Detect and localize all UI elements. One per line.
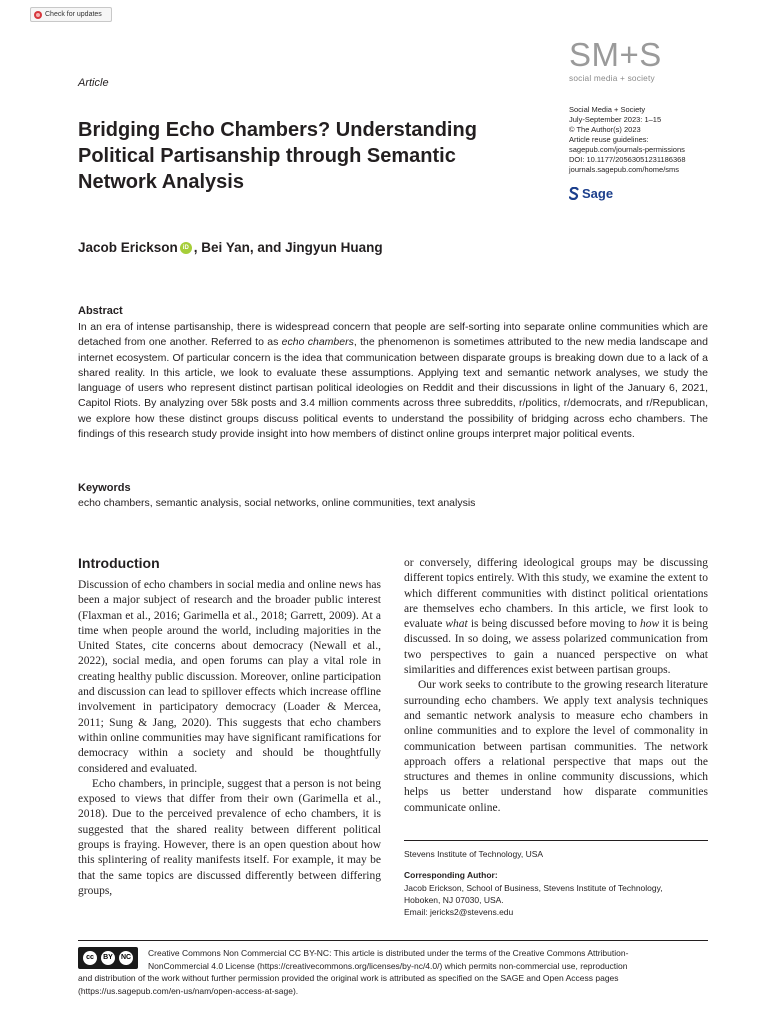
author-first: Jacob Erickson xyxy=(78,240,178,255)
license-line-4[interactable]: (https://us.sagepub.com/en-us/nam/open-access-at-sage). xyxy=(78,985,299,996)
body-column-right xyxy=(404,556,708,816)
corresponding-author-line: Jacob Erickson, School of Business, Stevens Institute of Technology, xyxy=(404,883,663,893)
abstract-heading: Abstract xyxy=(78,305,123,317)
affiliation-divider xyxy=(404,840,708,841)
abstract-text-1: In an era of intense partisanship, there is widespread concern that people are self-sorting into separate online communities which are detached from one another. Referred to as xyxy=(78,321,708,349)
meta-copyright: © The Author(s) 2023 xyxy=(569,125,641,134)
body-column-left xyxy=(78,578,381,899)
intro-p3-part-c: it is being discussed. In so doing, we assess polarized communication from two perspectives to gain a nuanced perspective on what similarities and differences exist between partisan groups. xyxy=(404,618,708,677)
license-statement xyxy=(78,947,708,997)
author-rest: , Bei Yan, and Jingyun Huang xyxy=(193,240,383,255)
license-line-2[interactable]: NonCommercial 4.0 License (https://creativecommons.org/licenses/by-nc/4.0/) which permits non-commercial use, reproduction xyxy=(148,960,628,971)
check-for-updates-button[interactable] xyxy=(30,7,112,22)
publisher-logo xyxy=(569,186,613,201)
check-for-updates-label: Check for updates xyxy=(45,11,102,18)
sage-s-icon xyxy=(569,187,579,200)
journal-logo-text: SM+S xyxy=(569,36,662,73)
intro-paragraph-3 xyxy=(404,556,708,678)
abstract-body xyxy=(78,320,708,442)
intro-p3-italic-what: what xyxy=(445,618,468,631)
publication-meta xyxy=(569,105,739,175)
intro-paragraph-1: Discussion of echo chambers in social media and online news has been a major subject of research and the broader public interest (Flaxman et al., 2016; Garimella et al., 2018; Garrett, 2009). At a time when people around the world, including majorities in the United States, cite concerns about democracy (Newall et al., 2022), social media, and open forums can play a vital role in creating healthy public discussion. Moreover, online participation and discussion can lead to spillover effects which increase offline involvement in participatory democracy (Loader & Mercea, 2011; Sung & Jang, 2020). This suggests that echo chambers within online communities may have significant ramifications for democracy within a society and should be thoughtfully considered and evaluated. xyxy=(78,579,381,775)
abstract-italic-term: echo chambers xyxy=(281,336,354,349)
corresponding-author-details xyxy=(404,882,663,918)
publisher-name: Sage xyxy=(582,186,614,201)
cc-icon: cc xyxy=(83,951,97,965)
corresponding-author-heading: Corresponding Author: xyxy=(404,870,498,880)
article-title: Bridging Echo Chambers? Understanding Political Partisanship through Semantic Network Analysis xyxy=(78,119,477,193)
meta-reuse-label: Article reuse guidelines: xyxy=(569,135,649,144)
meta-journal-link[interactable]: journals.sagepub.com/home/sms xyxy=(569,165,680,174)
meta-permissions-link[interactable]: sagepub.com/journals-permissions xyxy=(569,145,685,154)
nc-icon: NC xyxy=(119,951,133,965)
crossmark-icon xyxy=(34,11,42,19)
keywords-heading: Keywords xyxy=(78,482,131,494)
meta-issue: July-September 2023: 1–15 xyxy=(569,115,662,124)
orcid-icon[interactable]: iD xyxy=(180,242,192,254)
intro-paragraph-4: Our work seeks to contribute to the growing research literature surrounding echo chambers. We apply text analysis techniques and semantic network analysis to measure echo chambers in online communities and to explore the level of commonality in communication between partisan communities. The network approach offers a relational perspective that maps out the structures and themes in online community discussions, which helps us better understand how disparate communities communicate online. xyxy=(404,679,708,814)
journal-logo-subtitle: social media + society xyxy=(569,73,655,83)
author-affiliation: Stevens Institute of Technology, USA xyxy=(404,849,544,859)
meta-doi[interactable]: DOI: 10.1177/20563051231186368 xyxy=(569,155,686,164)
intro-p3-part-a: or conversely, differing ideological groups may be discussing different topics entirely. With this study, we examine the extent to which different communities with distinct political orientations are themselves echo chambers. In this article, we first look to evaluate xyxy=(404,557,708,631)
by-icon: BY xyxy=(101,951,115,965)
intro-p3-part-b: is being discussed before moving to xyxy=(467,618,640,631)
license-divider xyxy=(78,940,708,941)
author-list xyxy=(78,240,383,255)
journal-logo xyxy=(569,38,689,83)
intro-paragraph-2: Echo chambers, in principle, suggest that a person is not being exposed to views that differ from their own (Garimella et al., 2018). Due to the perceived prevalence of echo chambers, it is suggested that the shared reality between different political groups is fraying. However, there is an open question about how this splintering of reality manifests itself. For example, it may be that the same topics are discussed differently between differing groups, xyxy=(78,777,381,897)
keywords-list: echo chambers, semantic analysis, social networks, online communities, text analysis xyxy=(78,497,476,509)
corresponding-author-email[interactable]: Email: jericks2@stevens.edu xyxy=(404,907,514,917)
license-line-1: Creative Commons Non Commercial CC BY-NC: This article is distributed under the terms of the Creative Commons Attribution- xyxy=(148,948,629,958)
abstract-text-2: , the phenomenon is sometimes attributed to the new media landscape and internet ecosystem. Of particular concern is the idea that communication between disparate groups is breaking down due to a lack of a shared reality. In this article, we look to evaluate these assumptions. Applying text and semantic network analyses, we study the language of users who represent distinct partisan political ideologies on Reddit and their discussions in light of the January 6, 2021, Capitol Riots. By analyzing over 58k posts and 3.4 million comments across three subreddits, r/politics, r/democrats, and r/Republican, we explore how these distinct groups discuss political events to understand the possibility of bridging across echo chambers. The findings of this research study provide insight into how members of distinct online groups interpret major political events. xyxy=(78,336,708,441)
meta-journal-name: Social Media + Society xyxy=(569,105,646,114)
intro-p3-italic-how: how xyxy=(640,618,660,631)
corresponding-author-line: Hoboken, NJ 07030, USA. xyxy=(404,895,504,905)
license-line-3: and distribution of the work without further permission provided the original work is attributed as specified on the SAGE and Open Access pages xyxy=(78,973,619,983)
introduction-heading: Introduction xyxy=(78,555,160,571)
article-type-label: Article xyxy=(78,77,109,89)
